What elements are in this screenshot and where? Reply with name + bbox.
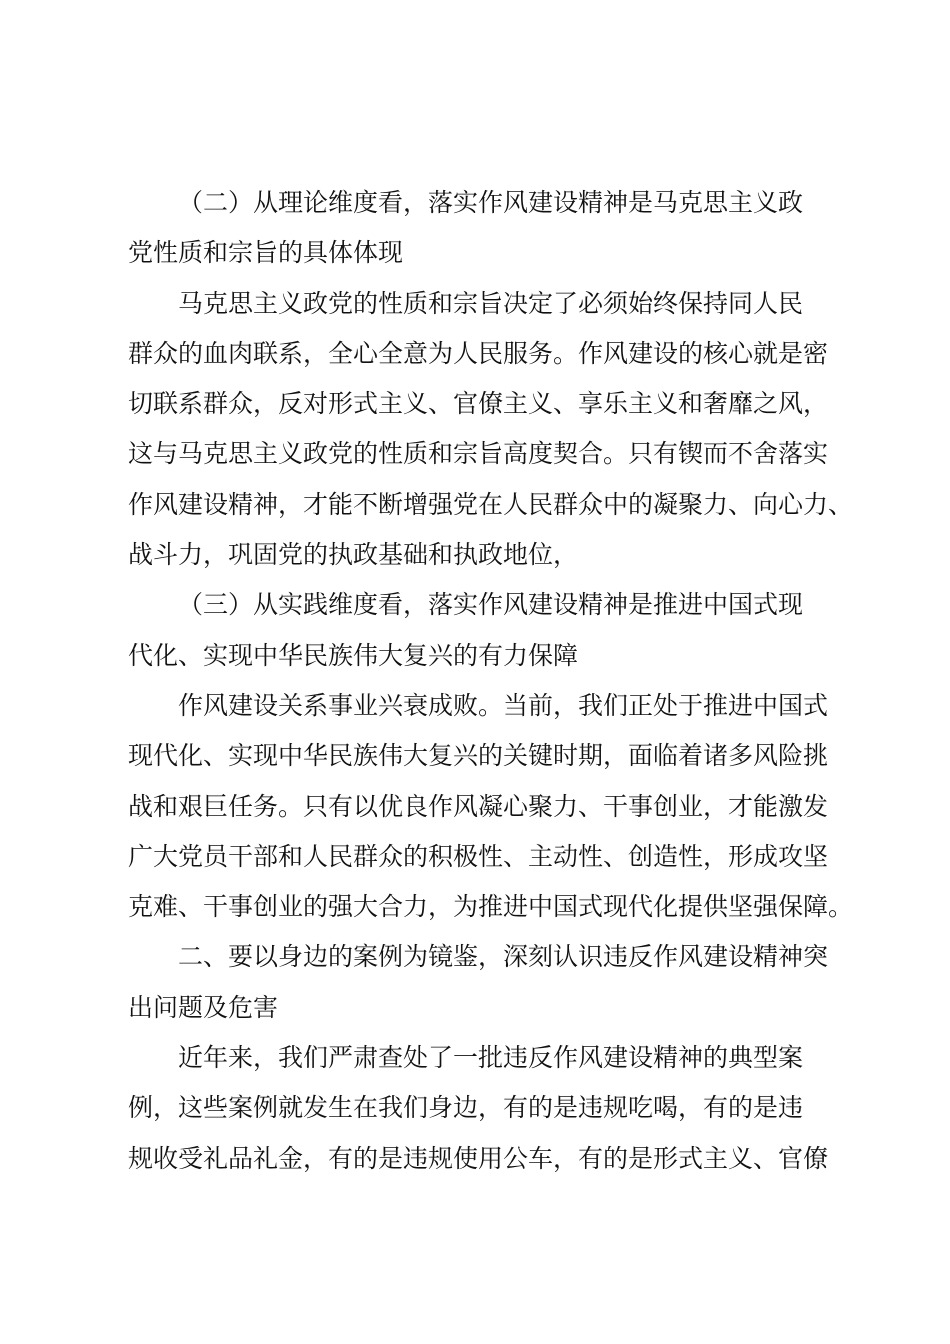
text-line: 代化、实现中华民族伟大复兴的有力保障: [128, 640, 579, 670]
section-heading-practice: [128, 580, 840, 681]
body-paragraph-theory: [128, 279, 854, 581]
text-line: 马克思主义政党的性质和宗旨决定了必须始终保持同人民: [178, 288, 804, 318]
text-line: 出问题及危害: [128, 992, 279, 1022]
text-line: （三）从实践维度看，落实作风建设精神是推进中国式现: [178, 590, 804, 620]
text-line: 战和艰巨任务。只有以优良作风凝心聚力、干事创业，才能激发: [128, 791, 829, 821]
section-heading-cases: [128, 932, 840, 1033]
text-line: 切联系群众，反对形式主义、官僚主义、享乐主义和奢靡之风，: [128, 389, 829, 419]
body-paragraph-practice: [128, 681, 854, 932]
text-line: 例，这些案例就发生在我们身边，有的是违规吃喝，有的是违: [128, 1093, 804, 1123]
text-line: 克难、干事创业的强大合力，为推进中国式现代化提供坚强保障。: [128, 892, 854, 922]
text-line: 二、要以身边的案例为镜鉴，深刻认识违反作风建设精神突: [178, 942, 829, 972]
text-line: 近年来，我们严肃查处了一批违反作风建设精神的典型案: [178, 1043, 804, 1073]
section-heading-theory: [128, 178, 840, 279]
text-line: 战斗力，巩固党的执政基础和执政地位，: [128, 540, 579, 570]
text-line: 作风建设关系事业兴衰成败。当前，我们正处于推进中国式: [178, 690, 829, 720]
text-line: 群众的血肉联系，全心全意为人民服务。作风建设的核心就是密: [128, 338, 829, 368]
text-line: 这与马克思主义政党的性质和宗旨高度契合。只有锲而不舍落实: [128, 439, 829, 469]
text-line: 作风建设精神，才能不断增强党在人民群众中的凝聚力、向心力、: [128, 489, 854, 519]
body-paragraph-cases: [128, 1033, 840, 1184]
text-line: 现代化、实现中华民族伟大复兴的关键时期，面临着诸多风险挑: [128, 741, 829, 771]
document-page: [128, 178, 854, 1184]
text-line: 党性质和宗旨的具体体现: [128, 238, 404, 268]
text-line: 规收受礼品礼金，有的是违规使用公车，有的是形式主义、官僚: [128, 1143, 829, 1173]
text-line: （二）从理论维度看，落实作风建设精神是马克思主义政: [178, 188, 804, 217]
text-line: 广大党员干部和人民群众的积极性、主动性、创造性，形成攻坚: [128, 841, 829, 871]
